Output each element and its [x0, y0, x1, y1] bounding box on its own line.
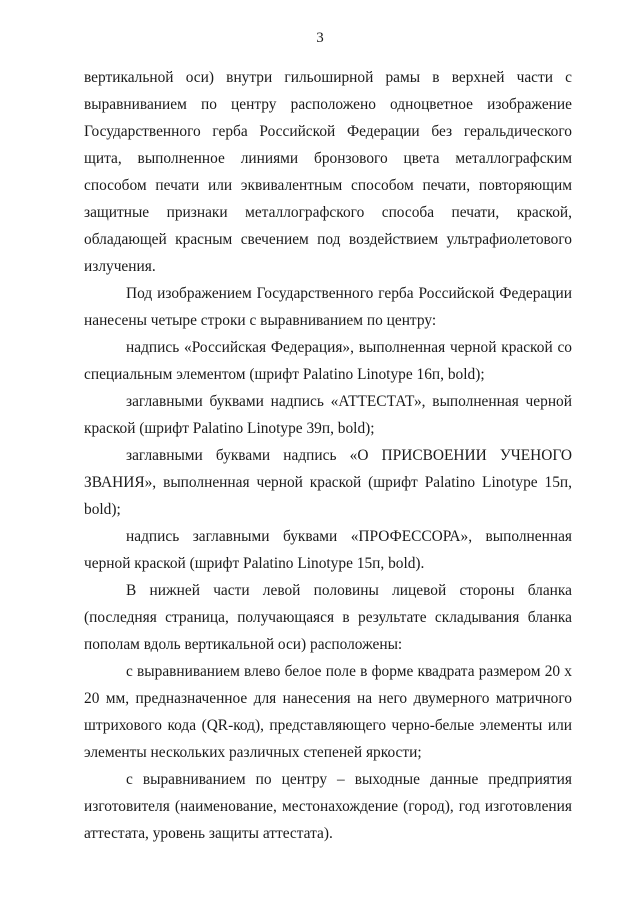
- paragraph-lines-intro: Под изображением Государственного герба Российской Федерации нанесены четыре строки с выравниванием по центру:: [84, 285, 572, 329]
- paragraph-emblem-description: вертикальной оси) внутри гильоширной рамы в верхней части с выравниванием по центру расположено одноцветное изображение Государственного герба Российской Федерации без геральдического щита, выполненное линиями бронзового цвета металлографским способом печати или эквивалентным способом печати, повторяющим защитные признаки металлографского способа печати, краской, обладающей красным свечением под воздействием ультрафиолетового излучения.: [84, 69, 572, 275]
- paragraph-line-russian-federation: надпись «Российская Федерация», выполненная черной краской со специальным элементом (шрифт Palatino Linotype 16п, bold);: [84, 339, 572, 383]
- paragraph-line-professor: надпись заглавными буквами «ПРОФЕССОРА», выполненная черной краской (шрифт Palatino Linotype 15п, bold).: [84, 528, 572, 572]
- paragraph-line-academic-title: заглавными буквами надпись «О ПРИСВОЕНИИ УЧЕНОГО ЗВАНИЯ», выполненная черной краской (шрифт Palatino Linotype 15п, bold);: [84, 447, 572, 518]
- paragraph-manufacturer-data: с выравниванием по центру – выходные данные предприятия изготовителя (наименование, местонахождение (город), год изготовления аттестата, уровень защиты аттестата).: [84, 771, 572, 842]
- paragraph-lower-left-intro: В нижней части левой половины лицевой стороны бланка (последняя страница, получающаяся в результате складывания бланка пополам вдоль вертикальной оси) расположены:: [84, 582, 572, 653]
- paragraph-line-attestat: заглавными буквами надпись «АТТЕСТАТ», выполненная черной краской (шрифт Palatino Linotype 39п, bold);: [84, 393, 572, 437]
- document-body: [84, 64, 572, 847]
- page-number: 3: [316, 30, 324, 46]
- paragraph-qr-field: с выравниванием влево белое поле в форме квадрата размером 20 х 20 мм, предназначенное для нанесения на него двумерного матричного штрихового кода (QR-код), представляющего черно-белые элементы или элементы нескольких различных степеней яркости;: [84, 663, 572, 761]
